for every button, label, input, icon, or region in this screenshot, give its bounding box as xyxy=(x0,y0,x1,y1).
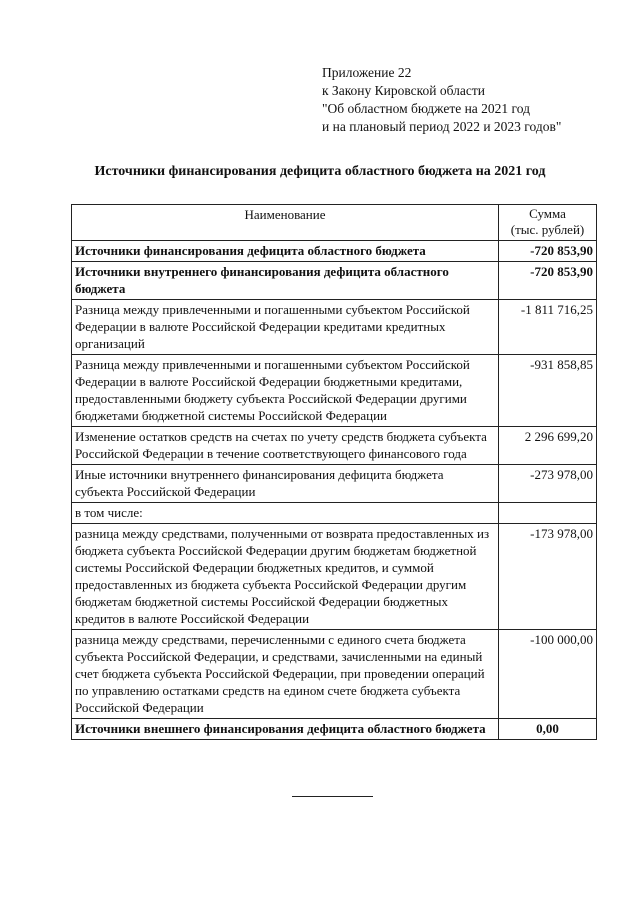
row-name: разница между средствами, перечисленными с единого счета бюджета субъекта Российской Федерации, и средствами, зачисленными на единый счет бюджета субъекта Российской Федерации, при проведении операций по управлению остатками средств на едином счете бюджета субъекта Российской Федерации xyxy=(72,630,499,719)
end-divider xyxy=(292,796,373,797)
row-sum: -273 978,00 xyxy=(499,465,597,503)
table-row xyxy=(72,262,597,300)
column-header-sum-unit: (тыс. рублей) xyxy=(510,222,585,237)
row-sum-empty xyxy=(499,503,597,524)
row-name: Разница между привлеченными и погашенными субъектом Российской Федерации в валюте Российской Федерации кредитами кредитных организаций xyxy=(72,300,499,355)
row-sum: -1 811 716,25 xyxy=(499,300,597,355)
appendix-line-3: "Об областном бюджете на 2021 год xyxy=(322,101,530,116)
table-row xyxy=(72,355,597,427)
row-sum: 0,00 xyxy=(499,719,597,740)
row-name: Источники финансирования дефицита областного бюджета xyxy=(72,241,499,262)
table-row xyxy=(72,241,597,262)
row-sum: -720 853,90 xyxy=(499,241,597,262)
appendix-line-1: Приложение 22 xyxy=(322,65,412,80)
table-row xyxy=(72,427,597,465)
row-name: Иные источники внутреннего финансирования дефицита бюджета субъекта Российской Федерации xyxy=(72,465,499,503)
appendix-line-4: и на плановый период 2022 и 2023 годов" xyxy=(322,119,562,134)
row-name: Разница между привлеченными и погашенными субъектом Российской Федерации в валюте Российской Федерации бюджетными кредитами, предоставленными бюджету субъекта Российской Федерации другими бюджетами бюджетной системы Российской Федерации xyxy=(72,355,499,427)
appendix-header xyxy=(322,64,561,136)
row-name: Источники внутреннего финансирования дефицита областного бюджета xyxy=(72,262,499,300)
row-sum: -173 978,00 xyxy=(499,524,597,630)
table-row xyxy=(72,630,597,719)
row-sum: -931 858,85 xyxy=(499,355,597,427)
financing-sources-table xyxy=(71,204,597,740)
row-sum: 2 296 699,20 xyxy=(499,427,597,465)
column-header-sum-title: Сумма xyxy=(529,206,566,221)
table-row xyxy=(72,719,597,740)
table-row xyxy=(72,300,597,355)
column-header-name: Наименование xyxy=(72,205,499,241)
document-title: Источники финансирования дефицита областного бюджета на 2021 год xyxy=(94,164,546,179)
row-name: разница между средствами, полученными от возврата предоставленных из бюджета субъекта Российской Федерации другим бюджетам бюджетной системы Российской Федерации бюджетных кредитов, и суммой предоставленных из бюджета субъекта Российской Федерации другим бюджетам бюджетной системы Российской Федерации бюджетных кредитов в валюте Российской Федерации xyxy=(72,524,499,630)
row-name: Изменение остатков средств на счетах по учету средств бюджета субъекта Российской Федерации в течение соответствующего финансового года xyxy=(72,427,499,465)
table-header-row xyxy=(72,205,597,241)
row-name: в том числе: xyxy=(72,503,499,524)
table-row xyxy=(72,503,597,524)
row-sum: -100 000,00 xyxy=(499,630,597,719)
column-header-sum xyxy=(499,205,597,241)
appendix-line-2: к Закону Кировской области xyxy=(322,83,486,98)
table-row xyxy=(72,465,597,503)
row-sum: -720 853,90 xyxy=(499,262,597,300)
table-row xyxy=(72,524,597,630)
row-name: Источники внешнего финансирования дефицита областного бюджета xyxy=(72,719,499,740)
